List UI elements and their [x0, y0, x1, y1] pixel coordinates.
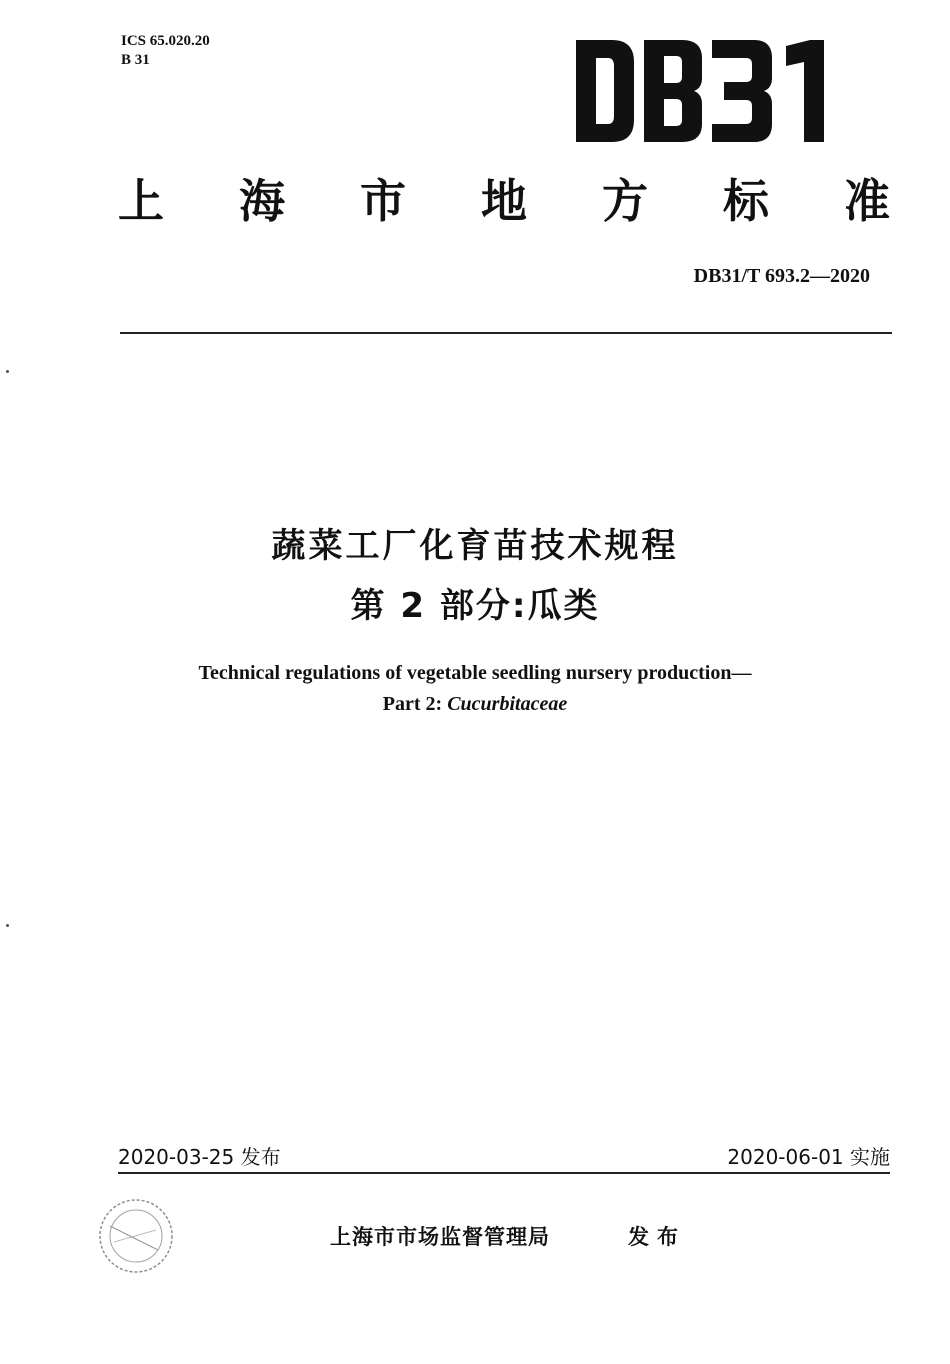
- category-code: B 31: [121, 52, 150, 68]
- ics-code: ICS 65.020.20: [121, 33, 210, 49]
- seal-stamp: [96, 1196, 176, 1276]
- title-cn-part: 第 2 部分:瓜类: [350, 586, 600, 626]
- classification-codes: [121, 32, 210, 70]
- issuing-authority: 上海市市场监督管理局: [330, 1225, 550, 1249]
- scan-speck: [6, 370, 9, 373]
- standard-type-char: 地: [481, 174, 527, 228]
- title-cn-main: 蔬菜工厂化育苗技术规程: [271, 526, 679, 566]
- footer-divider: [118, 1172, 890, 1174]
- title-en-part-prefix: Part 2:: [382, 693, 448, 715]
- issue-label: 发布: [628, 1225, 686, 1249]
- db31-logo: [574, 38, 838, 144]
- standard-type-char: 准: [844, 174, 890, 228]
- standard-number: DB31/T 693.2—2020: [693, 265, 870, 287]
- title-en-main: Technical regulations of vegetable seedling nursery production—: [198, 662, 752, 684]
- standard-type-char: 上: [118, 174, 164, 228]
- standard-type-title: [118, 170, 890, 232]
- standard-type-char: 标: [723, 174, 769, 228]
- title-en-part: [0, 693, 950, 716]
- scan-speck: [6, 924, 9, 927]
- title-en-part-italic: Cucurbitaceae: [447, 693, 568, 715]
- header-divider: [120, 332, 892, 334]
- standard-type-char: 市: [360, 174, 406, 228]
- standard-type-char: 海: [239, 174, 285, 228]
- implement-date: 2020-06-01 实施: [727, 1145, 890, 1169]
- publish-date: 2020-03-25 发布: [118, 1145, 281, 1169]
- standard-type-char: 方: [602, 174, 648, 228]
